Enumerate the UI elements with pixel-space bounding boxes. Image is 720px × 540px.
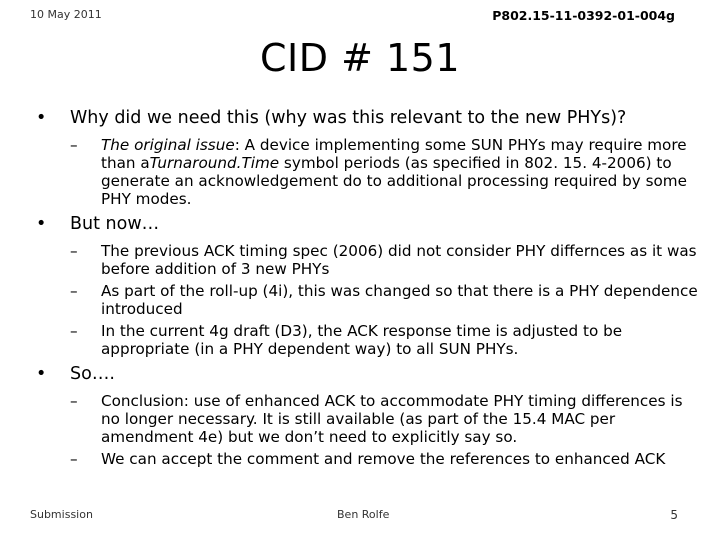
italic-phrase: The original issue <box>101 136 235 154</box>
sub-bullet-2-2: – As part of the roll-up (4i), this was changed so that there is a PHY dependence introduced <box>70 282 698 318</box>
slide-body <box>30 108 700 468</box>
sub-bullet-2-1: – The previous ACK timing spec (2006) did not consider PHY differnces as it was before addition of 3 new PHYs <box>70 242 697 278</box>
bullet-1-text: Why did we need this (why was this relevant to the new PHYs)? <box>70 108 627 128</box>
sub-text: : A device implementing some SUN PHYs may require more than a <box>101 136 687 172</box>
bullet-3: • So…. <box>36 364 115 384</box>
document-id: P802.15-11-0392-01-004g <box>492 8 675 23</box>
sub-bullet-3-2: – We can accept the comment and remove the references to enhanced ACK <box>70 450 666 468</box>
header-date: 10 May 2011 <box>30 8 102 21</box>
footer-submission: Submission <box>30 508 93 521</box>
sub-text-cont: symbol periods (as specified in 802. 15. 4-2006) to generate an acknowledgement do to additional processing required by some PHY modes. <box>101 154 687 208</box>
sub-bullet-2-3: – In the current 4g draft (D3), the ACK response time is adjusted to be appropriate (in a PHY dependent way) to all SUN PHYs. <box>70 322 623 358</box>
bullet-3-text: So…. <box>70 364 115 384</box>
bullet-1: • Why did we need this (why was this relevant to the new PHYs)? <box>36 108 627 128</box>
slide-title: CID # 151 <box>259 36 461 80</box>
bullet-2-text: But now… <box>70 214 160 234</box>
page-number: 5 <box>670 508 678 522</box>
sub-bullet-3-1: – Conclusion: use of enhanced ACK to accommodate PHY timing differences is no longer necessary. It is still available (as part of the 15.4 MAC per amendment 4e) but we don’t need to explicitly say so. <box>70 392 683 446</box>
footer-author: Ben Rolfe <box>337 508 390 521</box>
bullet-2: • But now… <box>36 214 160 234</box>
italic-term: Turnaround.Time <box>149 154 280 172</box>
sub-bullet-1-1: – The original issue: A device implementing some SUN PHYs may require more than aTurnaround.Time symbol periods (as specified in 802. 15. 4-2006) to generate an acknowledgement do to additional processing required by some PHY modes. <box>70 136 687 208</box>
